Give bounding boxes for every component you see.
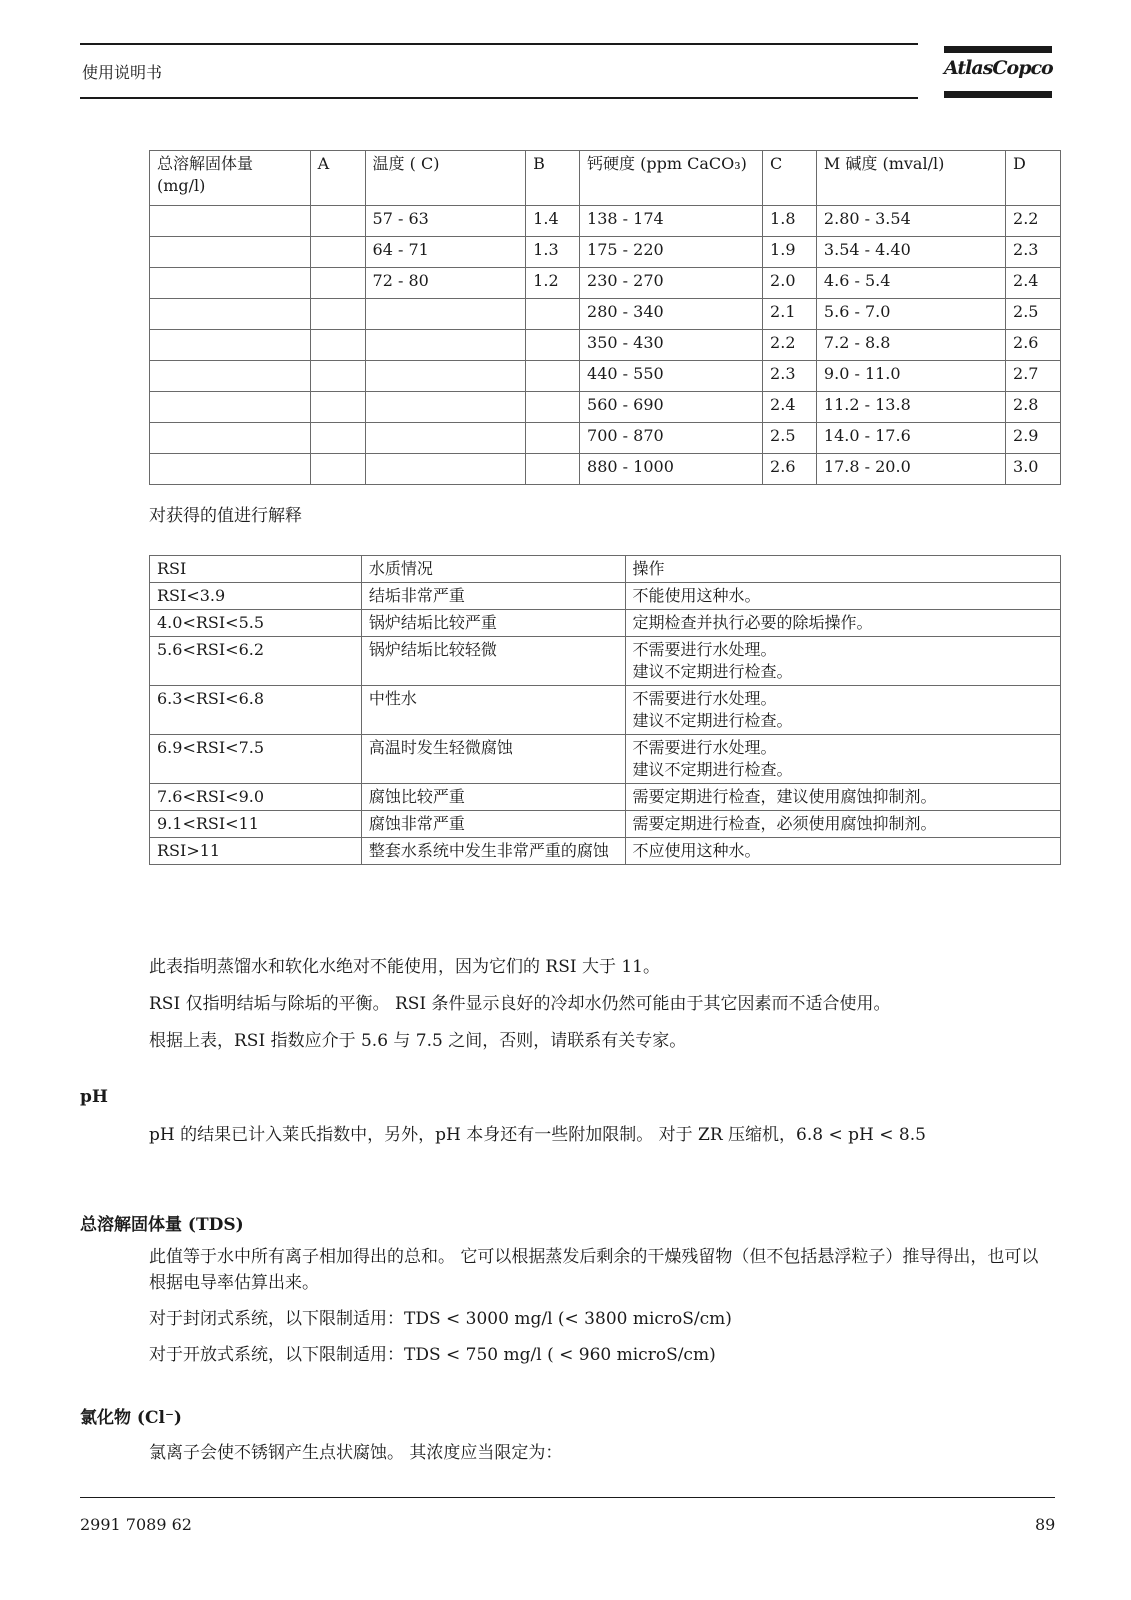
- header-bottom-rule: [80, 97, 918, 99]
- cell-tds: [150, 392, 311, 423]
- table-row: [150, 299, 1061, 330]
- cell-calcium-hardness: 350 - 430: [580, 330, 763, 361]
- page-number: 89: [1035, 1515, 1056, 1534]
- cell-d: 2.7: [1006, 361, 1061, 392]
- cell-temperature: 72 - 80: [365, 268, 526, 299]
- cell-c: 2.6: [763, 454, 817, 485]
- cell-action: 定期检查并执行必要的除垢操作。: [625, 610, 1060, 637]
- cell-tds: [150, 237, 311, 268]
- cell-b: [526, 454, 580, 485]
- table-header-row: [150, 151, 1061, 206]
- rsi-factor-table: [149, 150, 1061, 485]
- cell-c: 2.3: [763, 361, 817, 392]
- cell-c: 1.9: [763, 237, 817, 268]
- cell-a: [310, 237, 365, 268]
- cell-tds: [150, 206, 311, 237]
- cell-action: 不需要进行水处理。 建议不定期进行检查。: [625, 735, 1060, 784]
- cell-c: 1.8: [763, 206, 817, 237]
- cell-m-alkalinity: 4.6 - 5.4: [816, 268, 1005, 299]
- cell-tds: [150, 423, 311, 454]
- cell-water-quality: 中性水: [361, 686, 625, 735]
- cell-temperature: [365, 392, 526, 423]
- table-row: [150, 686, 1061, 735]
- cell-b: 1.2: [526, 268, 580, 299]
- cell-rsi: RSI>11: [150, 838, 362, 865]
- cell-rsi: RSI<3.9: [150, 583, 362, 610]
- paragraph-tds-closed: 对于封闭式系统，以下限制适用：TDS < 3000 mg/l (< 3800 microS/cm): [149, 1309, 732, 1329]
- document-number: 2991 7089 62: [80, 1515, 192, 1534]
- rsi-interpretation-table: [149, 555, 1061, 865]
- cell-calcium-hardness: 138 - 174: [580, 206, 763, 237]
- table-header-row: [150, 556, 1061, 583]
- table-row: [150, 637, 1061, 686]
- cell-d: 2.5: [1006, 299, 1061, 330]
- table-row: [150, 583, 1061, 610]
- table-row: [150, 811, 1061, 838]
- cell-d: 2.6: [1006, 330, 1061, 361]
- logo-text: AtlasCopco: [944, 57, 1053, 79]
- cell-temperature: [365, 330, 526, 361]
- cell-c: 2.0: [763, 268, 817, 299]
- cell-water-quality: 结垢非常严重: [361, 583, 625, 610]
- cell-rsi: 6.3<RSI<6.8: [150, 686, 362, 735]
- cell-temperature: 57 - 63: [365, 206, 526, 237]
- cell-m-alkalinity: 5.6 - 7.0: [816, 299, 1005, 330]
- table-row: [150, 784, 1061, 811]
- table-row: [150, 237, 1061, 268]
- cell-b: 1.4: [526, 206, 580, 237]
- paragraph-rsi-range: 根据上表，RSI 指数应介于 5.6 与 7.5 之间，否则，请联系有关专家。: [149, 1031, 687, 1051]
- cell-a: [310, 330, 365, 361]
- table-row: [150, 268, 1061, 299]
- cell-calcium-hardness: 440 - 550: [580, 361, 763, 392]
- cell-tds: [150, 454, 311, 485]
- col-header-water-quality: 水质情况: [361, 556, 625, 583]
- cell-a: [310, 268, 365, 299]
- col-header-calcium-hardness: 钙硬度 (ppm CaCO₃): [580, 151, 763, 206]
- table-row: [150, 454, 1061, 485]
- col-header-tds: 总溶解固体量 (mg/l): [150, 151, 311, 206]
- cell-tds: [150, 361, 311, 392]
- paragraph-tds-open: 对于开放式系统，以下限制适用：TDS < 750 mg/l ( < 960 microS/cm): [149, 1345, 716, 1365]
- cell-water-quality: 锅炉结垢比较轻微: [361, 637, 625, 686]
- cell-action: 需要定期进行检查，建议使用腐蚀抑制剂。: [625, 784, 1060, 811]
- section-heading-ph: pH: [80, 1087, 108, 1107]
- cell-d: 2.9: [1006, 423, 1061, 454]
- col-header-b: B: [526, 151, 580, 206]
- col-header-c: C: [763, 151, 817, 206]
- cell-b: [526, 423, 580, 454]
- logo-top-bar: [944, 46, 1052, 53]
- cell-d: 2.4: [1006, 268, 1061, 299]
- col-header-d: D: [1006, 151, 1061, 206]
- cell-action: 不能使用这种水。: [625, 583, 1060, 610]
- cell-d: 3.0: [1006, 454, 1061, 485]
- cell-action: 需要定期进行检查，必须使用腐蚀抑制剂。: [625, 811, 1060, 838]
- cell-temperature: 64 - 71: [365, 237, 526, 268]
- paragraph-tds-definition: 此值等于水中所有离子相加得出的总和。 它可以根据蒸发后剩余的干燥残留物（但不包括悬浮粒子）推导得出，也可以根据电导率估算出来。: [149, 1247, 1039, 1293]
- section-heading-tds: 总溶解固体量 (TDS): [80, 1215, 244, 1235]
- cell-temperature: [365, 454, 526, 485]
- cell-temperature: [365, 423, 526, 454]
- cell-c: 2.2: [763, 330, 817, 361]
- paragraph-rsi-balance: RSI 仅指明结垢与除垢的平衡。 RSI 条件显示良好的冷却水仍然可能由于其它因素而不适合使用。: [149, 994, 891, 1014]
- col-header-m-alkalinity: M 碱度 (mval/l): [816, 151, 1005, 206]
- cell-calcium-hardness: 175 - 220: [580, 237, 763, 268]
- cell-rsi: 6.9<RSI<7.5: [150, 735, 362, 784]
- header-top-rule: [80, 43, 918, 45]
- cell-m-alkalinity: 14.0 - 17.6: [816, 423, 1005, 454]
- cell-tds: [150, 299, 311, 330]
- section-heading-chloride: 氯化物 (Cl⁻): [80, 1408, 182, 1428]
- cell-d: 2.3: [1006, 237, 1061, 268]
- cell-d: 2.8: [1006, 392, 1061, 423]
- cell-temperature: [365, 299, 526, 330]
- cell-b: 1.3: [526, 237, 580, 268]
- paragraph-distilled-water: 此表指明蒸馏水和软化水绝对不能使用，因为它们的 RSI 大于 11。: [149, 957, 661, 977]
- header-title: 使用说明书: [82, 63, 163, 82]
- footer-rule: [80, 1497, 1055, 1498]
- cell-action: 不需要进行水处理。 建议不定期进行检查。: [625, 686, 1060, 735]
- interpret-heading: 对获得的值进行解释: [149, 506, 302, 526]
- col-header-a: A: [310, 151, 365, 206]
- cell-action: 不应使用这种水。: [625, 838, 1060, 865]
- cell-calcium-hardness: 230 - 270: [580, 268, 763, 299]
- cell-tds: [150, 268, 311, 299]
- table-row: [150, 206, 1061, 237]
- cell-a: [310, 454, 365, 485]
- table-row: [150, 392, 1061, 423]
- cell-calcium-hardness: 880 - 1000: [580, 454, 763, 485]
- cell-rsi: 9.1<RSI<11: [150, 811, 362, 838]
- cell-action: 不需要进行水处理。 建议不定期进行检查。: [625, 637, 1060, 686]
- cell-b: [526, 299, 580, 330]
- col-header-temperature: 温度 ( C): [365, 151, 526, 206]
- brand-logo: [944, 46, 1052, 98]
- cell-water-quality: 高温时发生轻微腐蚀: [361, 735, 625, 784]
- cell-d: 2.2: [1006, 206, 1061, 237]
- cell-rsi: 4.0<RSI<5.5: [150, 610, 362, 637]
- table-row: [150, 610, 1061, 637]
- cell-c: 2.1: [763, 299, 817, 330]
- table-row: [150, 838, 1061, 865]
- cell-water-quality: 腐蚀非常严重: [361, 811, 625, 838]
- cell-m-alkalinity: 11.2 - 13.8: [816, 392, 1005, 423]
- cell-calcium-hardness: 280 - 340: [580, 299, 763, 330]
- logo-bottom-bar: [944, 91, 1052, 98]
- table-row: [150, 361, 1061, 392]
- col-header-rsi: RSI: [150, 556, 362, 583]
- cell-b: [526, 392, 580, 423]
- table-row: [150, 735, 1061, 784]
- cell-rsi: 5.6<RSI<6.2: [150, 637, 362, 686]
- cell-a: [310, 361, 365, 392]
- cell-water-quality: 锅炉结垢比较严重: [361, 610, 625, 637]
- cell-c: 2.5: [763, 423, 817, 454]
- col-header-action: 操作: [625, 556, 1060, 583]
- cell-a: [310, 299, 365, 330]
- cell-a: [310, 423, 365, 454]
- cell-m-alkalinity: 3.54 - 4.40: [816, 237, 1005, 268]
- cell-m-alkalinity: 9.0 - 11.0: [816, 361, 1005, 392]
- cell-a: [310, 206, 365, 237]
- cell-water-quality: 腐蚀比较严重: [361, 784, 625, 811]
- cell-a: [310, 392, 365, 423]
- cell-m-alkalinity: 17.8 - 20.0: [816, 454, 1005, 485]
- paragraph-ph: pH 的结果已计入莱氏指数中，另外，pH 本身还有一些附加限制。 对于 ZR 压缩机，6.8 < pH < 8.5: [149, 1125, 926, 1145]
- paragraph-chloride: 氯离子会使不锈钢产生点状腐蚀。 其浓度应当限定为：: [149, 1443, 563, 1463]
- cell-temperature: [365, 361, 526, 392]
- table-row: [150, 423, 1061, 454]
- cell-m-alkalinity: 2.80 - 3.54: [816, 206, 1005, 237]
- cell-water-quality: 整套水系统中发生非常严重的腐蚀: [361, 838, 625, 865]
- cell-m-alkalinity: 7.2 - 8.8: [816, 330, 1005, 361]
- cell-c: 2.4: [763, 392, 817, 423]
- table-row: [150, 330, 1061, 361]
- cell-calcium-hardness: 560 - 690: [580, 392, 763, 423]
- cell-rsi: 7.6<RSI<9.0: [150, 784, 362, 811]
- cell-calcium-hardness: 700 - 870: [580, 423, 763, 454]
- cell-b: [526, 361, 580, 392]
- cell-tds: [150, 330, 311, 361]
- cell-b: [526, 330, 580, 361]
